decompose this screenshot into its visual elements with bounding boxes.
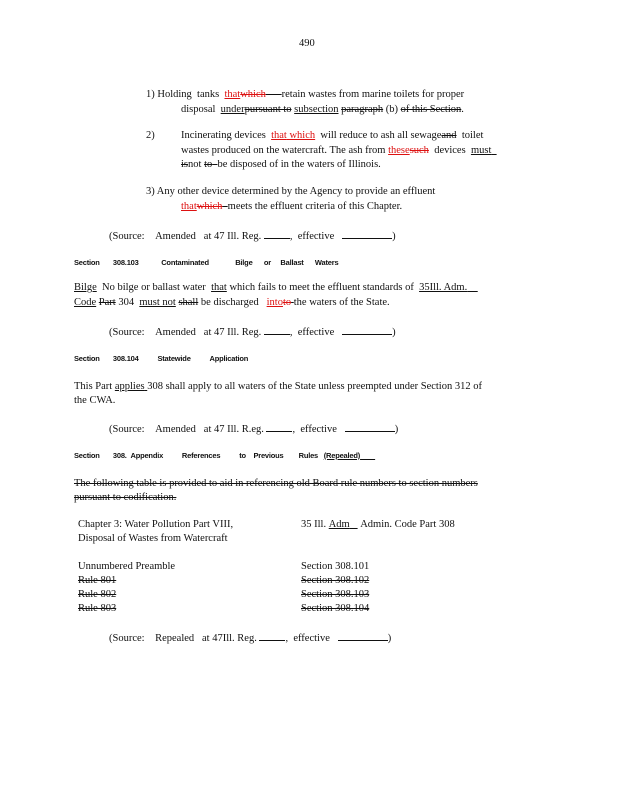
section-308-104-line-2: the CWA. (74, 395, 116, 406)
table-row: Rule 801 (78, 575, 117, 586)
section-308-103-line-2: Code Part 304 must not shall be discharged intoto the waters of the State. (74, 297, 390, 308)
red-delete: which (240, 89, 266, 100)
section-308-103-heading: Section 308.103 Contaminated Bilge or Ballast Waters (74, 258, 339, 267)
table-row: Rule 802 (78, 589, 117, 600)
red-insert: that (224, 89, 241, 100)
item-1-line-2: disposal underpursuant to subsection paragraph (b) of this Section. (181, 104, 464, 115)
appendix-heading: Section 308. Appendix References to Previous Rules (Repealed) (74, 451, 361, 460)
item-3-line-1: 3) Any other device determined by the Agency to provide an effluent (146, 186, 436, 197)
table-row: Section 308.104 (301, 603, 370, 614)
source-note-4: (Source: Repealed at 47Ill. Reg. , effective ) (109, 633, 392, 644)
item-1-line-1: 1) Holding tanks thatwhich retain wastes from marine toilets for proper (146, 89, 465, 100)
source-note-1: (Source: Amended at 47 Ill. Reg. , effective ) (109, 231, 396, 242)
source-note-3: (Source: Amended at 47 Ill. R.eg. , effective ) (109, 424, 399, 435)
item-2-number: 2) (146, 130, 155, 141)
table-row: Section 308.102 (301, 575, 370, 586)
section-308-103-line-1: Bilge No bilge or ballast water that which fails to meet the effluent standards of 35Ill. Adm. (74, 282, 468, 293)
source-note-2: (Source: Amended at 47 Ill. Reg. , effective ) (109, 327, 396, 338)
table-row: Unnumbered Preamble (78, 561, 176, 572)
table-left-header-1: Chapter 3: Water Pollution Part VIII, (78, 519, 234, 530)
item-3-line-2: thatwhich meets the effluent criteria of this Chapter. (181, 201, 403, 212)
page-number: 490 (299, 38, 315, 49)
section-308-104-heading: Section 308.104 Statewide Application (74, 354, 249, 363)
section-308-104-line-1: This Part applies 308 shall apply to all waters of the State unless preempted under Section 312 of (74, 381, 482, 392)
appendix-deleted-line-2: pursuant to codification. (74, 492, 177, 503)
table-row: Rule 803 (78, 603, 117, 614)
item-2-line-3: isnot to be disposed of in the waters of Illinois. (181, 159, 381, 170)
table-right-header: 35 Ill. Adm Admin. Code Part 308 (301, 519, 455, 530)
item-2-line-1: Incinerating devices that which will reduce to ash all sewageand toilet (181, 130, 484, 141)
table-row: Section 308.103 (301, 589, 370, 600)
appendix-deleted-line-1: The following table is provided to aid in referencing old Board rule numbers to section numbers (74, 478, 478, 489)
item-2-line-2: wastes produced on the watercraft. The ash from thesesuch devices must (181, 145, 492, 156)
table-row: Section 308.101 (301, 561, 370, 572)
table-left-header-2: Disposal of Wastes from Watercraft (78, 533, 228, 544)
